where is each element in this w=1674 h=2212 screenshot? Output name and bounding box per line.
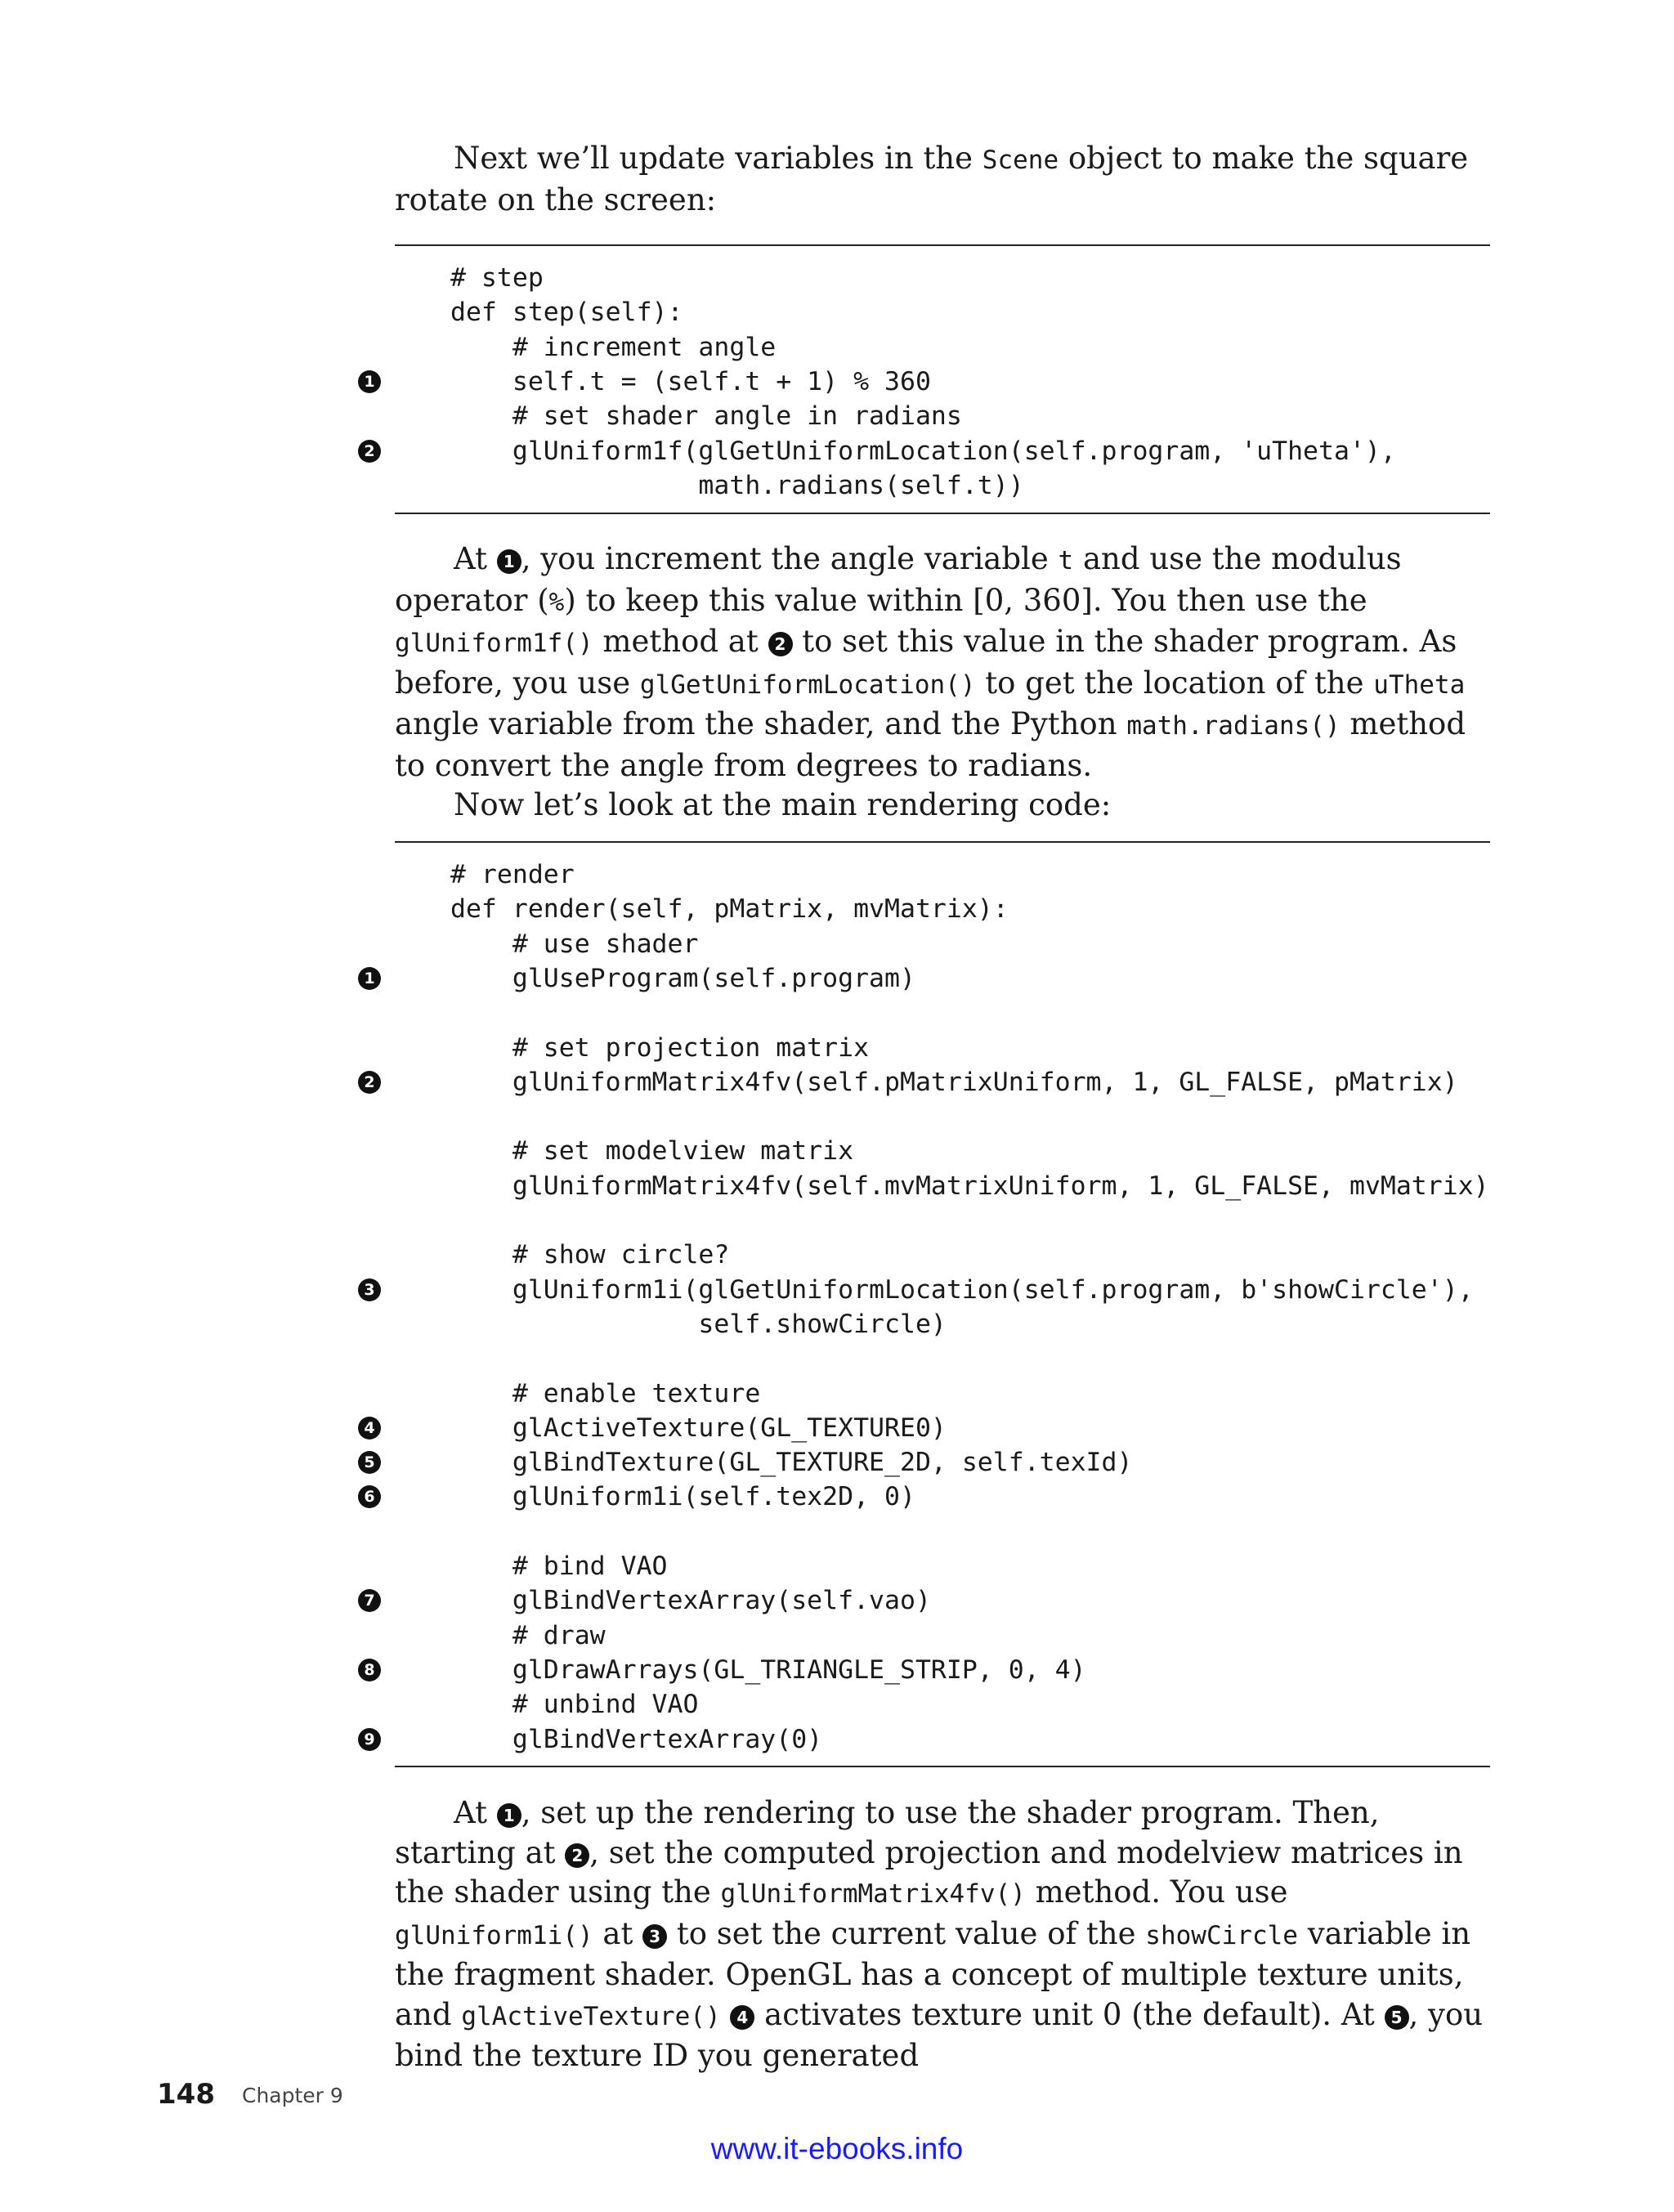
callout-marker: 2 (565, 1843, 589, 1868)
text: angle variable from the shader, and the Python (395, 706, 1127, 741)
code-line: # step (450, 263, 544, 293)
text: , set the computed projection and modelview matrices in the shader using the (395, 1834, 1463, 1910)
callout-marker-8: 8 (358, 1659, 381, 1681)
inline-code: math.radians() (1126, 711, 1341, 741)
inline-code: showCircle (1145, 1920, 1298, 1950)
text: activates texture unit 0 (the default). At (754, 1996, 1385, 2032)
explanation-paragraph-2 (395, 1793, 1490, 2076)
callout-marker-1: 1 (358, 370, 381, 393)
code-line: glBindTexture(GL_TEXTURE_2D, self.texId) (450, 1448, 1133, 1478)
text: variable in the fragment shader. OpenGL has a concept of multiple texture units, and (395, 1915, 1471, 2032)
callout-marker-1: 1 (358, 967, 381, 990)
callout-marker-6: 6 (358, 1485, 381, 1508)
text: method at (593, 624, 768, 659)
inline-code: % (548, 587, 565, 617)
inline-code: glUniform1f() (395, 629, 593, 658)
watermark-link[interactable]: www.it-ebooks.info (710, 2132, 964, 2165)
text: to get the location of the (975, 665, 1374, 701)
code-line: glUniform1i(self.tex2D, 0) (450, 1482, 915, 1512)
text: At (454, 541, 497, 576)
code-block-step (364, 244, 1490, 514)
code-line: # bind VAO (450, 1552, 668, 1581)
inline-code: glActiveTexture() (461, 2001, 721, 2031)
code-line: glUniformMatrix4fv(self.mvMatrixUniform, 1, GL_FALSE, mvMatrix) (450, 1171, 1489, 1201)
code-block-render (364, 841, 1490, 1767)
callout-marker-2: 2 (358, 1071, 381, 1094)
callout-marker-2: 2 (358, 440, 381, 463)
callout-marker: 5 (1385, 2005, 1409, 2030)
text: , set up the rendering to use the shader program. Then, starting at (395, 1795, 1380, 1870)
code-line: def step(self): (450, 298, 683, 328)
text: Next we’ll update variables in the (454, 141, 982, 176)
code-line: glUniformMatrix4fv(self.pMatrixUniform, 1, GL_FALSE, pMatrix) (450, 1067, 1458, 1097)
callout-marker-5: 5 (358, 1451, 381, 1474)
inline-code: uTheta (1373, 669, 1466, 700)
code-line: math.radians(self.t)) (450, 470, 1024, 500)
code-line: glDrawArrays(GL_TRIANGLE_STRIP, 0, 4) (450, 1655, 1086, 1685)
text: and use the modulus operator ( (395, 541, 1402, 618)
code-line: # unbind VAO (450, 1690, 699, 1720)
code-line: glBindVertexArray(self.vao) (450, 1586, 931, 1616)
code-line: # set projection matrix (450, 1032, 870, 1063)
code-line: # enable texture (450, 1378, 761, 1408)
text: At (454, 1795, 497, 1830)
text: to set the current value of the (667, 1915, 1146, 1951)
text: method. You use (1025, 1874, 1288, 1910)
text: to set this value in the shader program. As before, you use (395, 624, 1457, 701)
code-line: self.t = (self.t + 1) % 360 (450, 366, 931, 396)
code-line: def render(self, pMatrix, mvMatrix): (450, 894, 1009, 925)
text: object to make the square rotate on the screen: (395, 141, 1469, 217)
code-line: glActiveTexture(GL_TEXTURE0) (450, 1413, 947, 1443)
inline-code: glUniformMatrix4fv() (720, 1879, 1026, 1909)
code-line: # use shader (450, 929, 699, 959)
text: method to convert the angle from degrees to radians. (395, 706, 1466, 783)
code-line: # show circle? (450, 1240, 730, 1270)
code-line: glUseProgram(self.program) (450, 963, 915, 993)
text (721, 1997, 731, 2032)
callout-marker: 2 (768, 632, 793, 656)
intro-paragraph (395, 139, 1490, 220)
page-number: 148 (157, 2078, 215, 2111)
callout-marker-3: 3 (358, 1278, 381, 1301)
lead-in-text: Now let’s look at the main rendering code: (454, 787, 1112, 822)
text: , you bind the texture ID you generated (395, 1996, 1484, 2073)
code-line: glUniform1f(glGetUniformLocation(self.program, 'uTheta'), (450, 436, 1396, 466)
code-line: # render (450, 860, 575, 889)
callout-marker-7: 7 (358, 1589, 381, 1612)
inline-code: t (1058, 546, 1074, 575)
inline-code: Scene (982, 146, 1059, 175)
text: at (593, 1915, 643, 1951)
code-line: # increment angle (450, 332, 777, 362)
code-line: self.showCircle) (450, 1309, 947, 1339)
explanation-paragraph-1 (395, 540, 1490, 826)
code-line: # draw (450, 1620, 606, 1650)
callout-marker-4: 4 (358, 1417, 381, 1440)
text: ) to keep this value within [0, 360]. You then use the (564, 582, 1367, 618)
callout-marker: 4 (730, 2005, 754, 2030)
code-line: glBindVertexArray(0) (450, 1724, 823, 1754)
code-line: # set modelview matrix (450, 1136, 854, 1166)
callout-marker-9: 9 (358, 1728, 381, 1751)
callout-marker: 1 (497, 549, 521, 574)
callout-marker: 3 (642, 1924, 667, 1949)
inline-code: glGetUniformLocation() (639, 669, 976, 700)
code-line: # set shader angle in radians (450, 401, 962, 432)
inline-code: glUniform1i() (395, 1920, 593, 1950)
text: , you increment the angle variable (521, 541, 1059, 576)
callout-marker: 1 (497, 1803, 521, 1828)
code-line: glUniform1i(glGetUniformLocation(self.program, b'showCircle'), (450, 1274, 1474, 1305)
chapter-label: Chapter 9 (242, 2084, 343, 2107)
